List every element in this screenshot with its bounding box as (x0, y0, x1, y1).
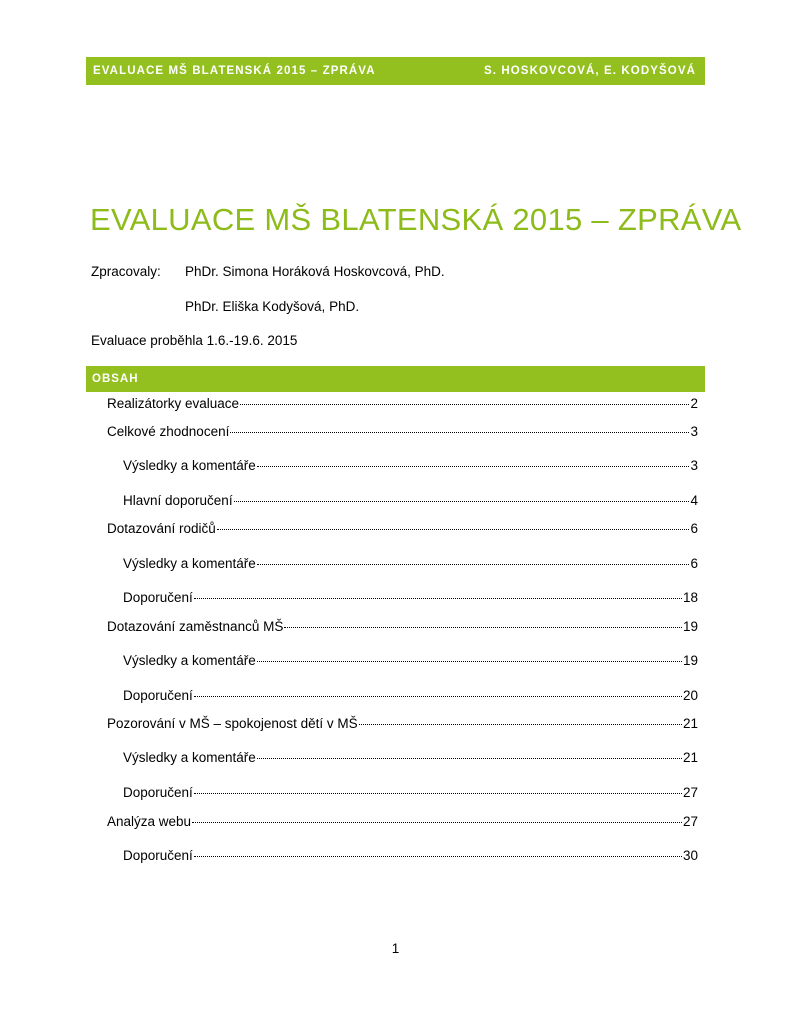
toc-entry-label: Hlavní doporučení (123, 493, 233, 508)
toc-entry-page: 21 (682, 716, 698, 731)
toc-entry-label: Dotazování rodičů (107, 521, 216, 536)
toc-entry-page: 21 (682, 750, 698, 765)
toc-heading: OBSAH (92, 373, 139, 385)
toc-leader-dots (284, 627, 682, 628)
toc-entry-label: Doporučení (123, 785, 193, 800)
toc-leader-dots (194, 696, 682, 697)
page-number: 1 (391, 941, 400, 956)
toc-leader-dots (217, 529, 690, 530)
toc-entry-label: Celkové zhodnocení (107, 424, 230, 439)
toc-leader-dots (194, 856, 682, 857)
evaluation-dates: Evaluace proběhla 1.6.-19.6. 2015 (91, 333, 298, 348)
toc-entry-page: 27 (682, 785, 698, 800)
toc-entry[interactable] (107, 396, 698, 411)
toc-entry-label: Výsledky a komentáře (123, 750, 256, 765)
toc-entry-label: Doporučení (123, 688, 193, 703)
header-authors: S. HOSKOVCOVÁ, E. KODYŠOVÁ (484, 65, 696, 77)
toc-entry-page: 4 (690, 493, 698, 508)
toc-entry[interactable] (123, 653, 698, 668)
toc-entry[interactable] (123, 556, 698, 571)
toc-leader-dots (240, 404, 689, 405)
toc-entry[interactable] (123, 750, 698, 765)
toc-leader-dots (194, 793, 682, 794)
running-header (86, 57, 705, 85)
author-1: PhDr. Simona Horáková Hoskovcová, PhD. (185, 264, 445, 279)
toc-entry[interactable] (123, 848, 698, 863)
toc-entry-page: 3 (690, 458, 698, 473)
toc-leader-dots (257, 466, 690, 467)
toc-entry[interactable] (107, 521, 698, 536)
toc-leader-dots (234, 501, 690, 502)
toc-entry[interactable] (123, 785, 698, 800)
toc-entry-page: 19 (682, 653, 698, 668)
toc-entry-page: 2 (690, 396, 698, 411)
authors-label: Zpracovaly: (91, 264, 161, 279)
toc-entry-page: 30 (682, 848, 698, 863)
header-title: EVALUACE MŠ BLATENSKÁ 2015 – ZPRÁVA (93, 65, 376, 77)
toc-leader-dots (257, 564, 690, 565)
toc-entry[interactable] (123, 458, 698, 473)
toc-entry-label: Doporučení (123, 590, 193, 605)
toc-entry[interactable] (107, 814, 698, 829)
toc-entry[interactable] (123, 493, 698, 508)
toc-entry-page: 6 (690, 521, 698, 536)
toc-entry[interactable] (107, 619, 698, 634)
toc-leader-dots (230, 432, 689, 433)
toc-heading-bar (86, 366, 705, 392)
toc-entry-label: Doporučení (123, 848, 193, 863)
toc-leader-dots (359, 724, 682, 725)
toc-entry-label: Výsledky a komentáře (123, 556, 256, 571)
toc-entry-page: 18 (682, 590, 698, 605)
toc-entry-label: Výsledky a komentáře (123, 458, 256, 473)
toc-entry-label: Pozorování v MŠ – spokojenost dětí v MŠ (107, 716, 358, 731)
toc-leader-dots (194, 598, 682, 599)
toc-entry[interactable] (107, 424, 698, 439)
toc-leader-dots (257, 758, 682, 759)
document-title: EVALUACE MŠ BLATENSKÁ 2015 – ZPRÁVA (90, 202, 742, 237)
toc-entry-page: 19 (682, 619, 698, 634)
toc-entry-label: Dotazování zaměstnanců MŠ (107, 619, 284, 634)
toc-entry-page: 6 (690, 556, 698, 571)
toc-leader-dots (192, 822, 682, 823)
toc-entry-page: 3 (690, 424, 698, 439)
toc-entry-label: Výsledky a komentáře (123, 653, 256, 668)
toc-entry-page: 27 (682, 814, 698, 829)
toc-entry-page: 20 (682, 688, 698, 703)
author-2: PhDr. Eliška Kodyšová, PhD. (185, 299, 360, 314)
toc-entry[interactable] (123, 688, 698, 703)
toc-entry[interactable] (123, 590, 698, 605)
toc-entry[interactable] (107, 716, 698, 731)
toc-entry-label: Realizátorky evaluace (107, 396, 240, 411)
toc-entry-label: Analýza webu (107, 814, 192, 829)
toc-leader-dots (257, 661, 682, 662)
